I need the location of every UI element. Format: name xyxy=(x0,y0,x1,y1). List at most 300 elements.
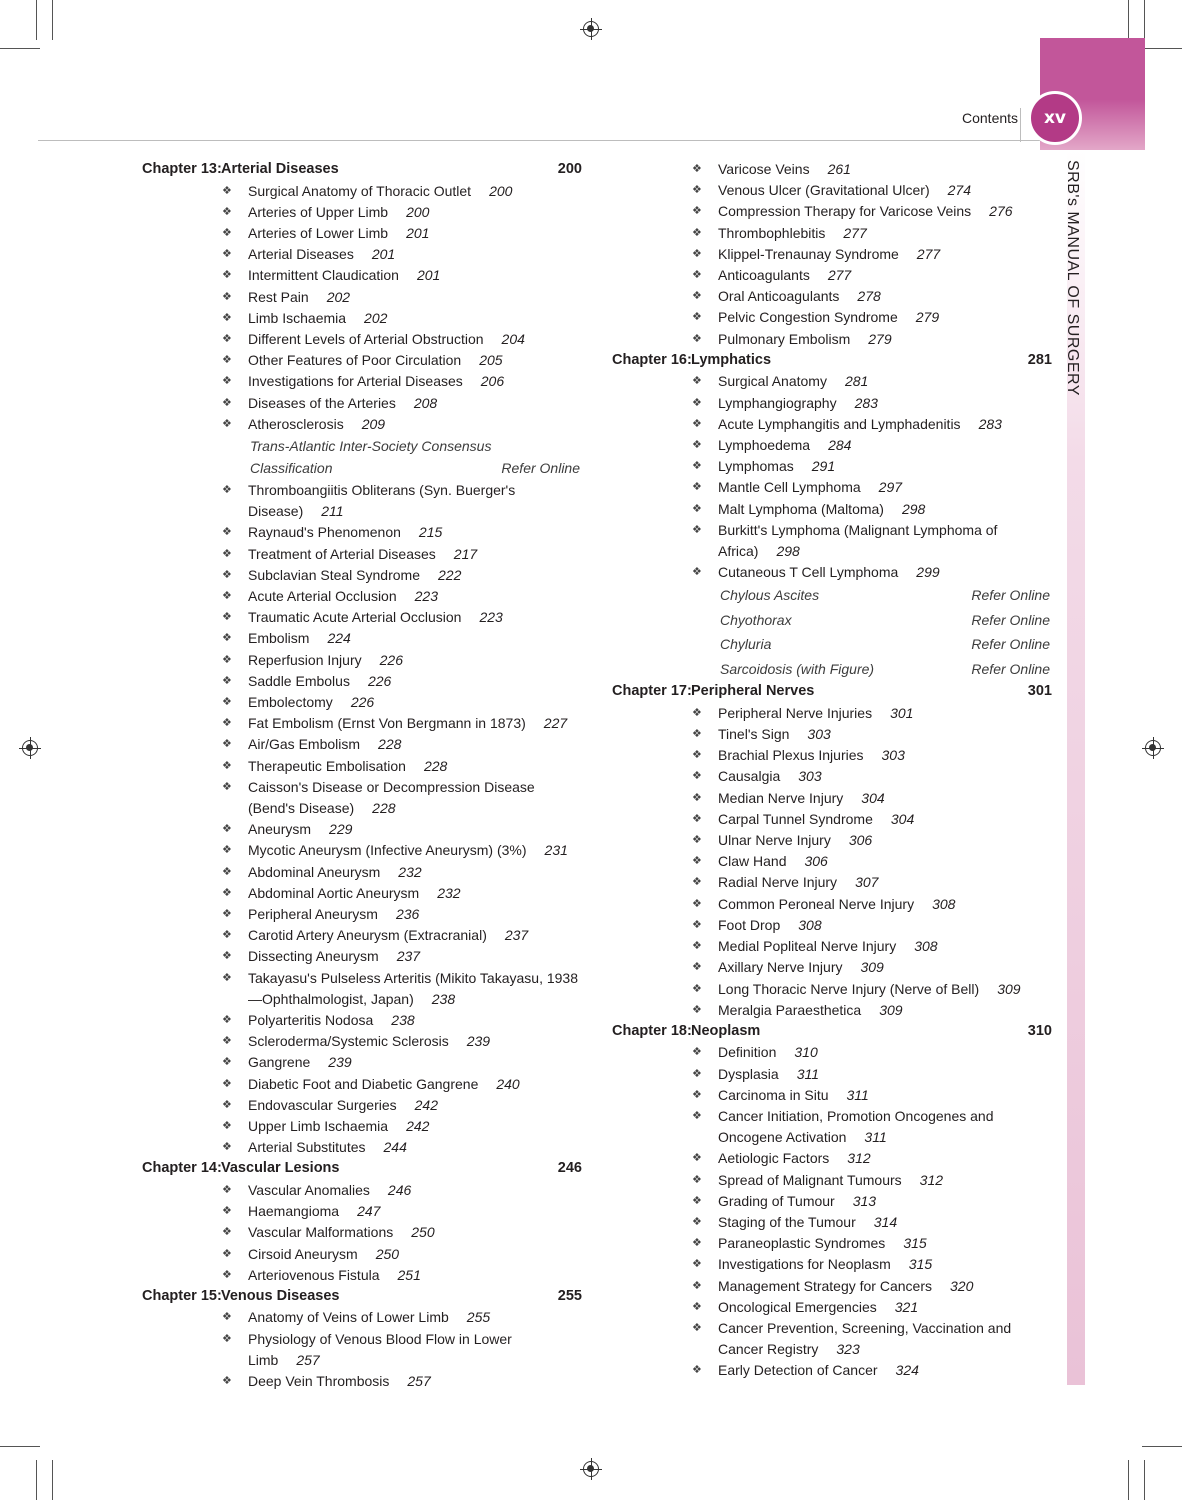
diamond-bullet-icon: ❖ xyxy=(692,1279,702,1292)
toc-item-text: Acute Arterial Occlusion xyxy=(248,587,397,604)
toc-item-text: Grading of Tumour xyxy=(718,1192,835,1209)
toc-item-page: 231 xyxy=(544,842,568,859)
diamond-bullet-icon: ❖ xyxy=(222,611,232,624)
toc-item[interactable] xyxy=(612,180,1052,201)
toc-item[interactable] xyxy=(142,181,582,202)
toc-item[interactable] xyxy=(612,1191,1052,1212)
diamond-bullet-icon: ❖ xyxy=(692,1216,702,1229)
toc-item[interactable] xyxy=(142,968,582,1010)
toc-item[interactable] xyxy=(142,1031,582,1052)
toc-item[interactable] xyxy=(142,586,582,607)
toc-item[interactable] xyxy=(612,724,1052,745)
toc-item-page: 307 xyxy=(855,874,879,891)
toc-item-page: 236 xyxy=(395,906,420,922)
toc-item-page: 320 xyxy=(950,1277,974,1294)
toc-item-page: 309 xyxy=(997,980,1021,997)
toc-item-page: 200 xyxy=(489,182,513,199)
diamond-bullet-icon: ❖ xyxy=(222,568,232,581)
toc-item-page: 323 xyxy=(836,1341,860,1358)
toc-item[interactable] xyxy=(142,287,582,308)
toc-item-page: 242 xyxy=(414,1096,438,1113)
chapter-number: Chapter 13: xyxy=(142,161,222,177)
toc-item-text: Lymphangiography xyxy=(718,394,837,411)
online-entry[interactable] xyxy=(612,583,1052,608)
chapter-heading[interactable] xyxy=(142,1158,582,1180)
toc-item[interactable] xyxy=(612,435,1052,456)
toc-item[interactable] xyxy=(142,862,582,883)
toc-item-text: Median Nerve Injury xyxy=(718,789,844,806)
toc-item-page: 314 xyxy=(873,1214,898,1231)
toc-item[interactable] xyxy=(612,894,1052,915)
toc-item[interactable] xyxy=(142,1137,582,1158)
toc-item[interactable] xyxy=(142,1052,582,1073)
diamond-bullet-icon: ❖ xyxy=(692,940,702,953)
toc-item-page: 279 xyxy=(868,330,892,347)
toc-item[interactable] xyxy=(612,1254,1052,1275)
toc-item-text: Acute Lymphangitis and Lymphadenitis xyxy=(718,415,961,432)
toc-item-text: Lymphomas xyxy=(718,458,794,475)
toc-item[interactable] xyxy=(142,607,582,628)
online-entry[interactable] xyxy=(612,632,1052,657)
diamond-bullet-icon: ❖ xyxy=(222,375,232,388)
toc-item-page: 311 xyxy=(846,1086,869,1103)
toc-item-page: 250 xyxy=(411,1224,435,1241)
toc-item-text: Diseases of the Arteries xyxy=(248,394,396,411)
toc-item-text: Limb Ischaemia xyxy=(248,309,347,326)
toc-item[interactable] xyxy=(612,1276,1052,1297)
toc-item-text: Spread of Malignant Tumours xyxy=(718,1171,902,1188)
toc-item-text: Early Detection of Cancer xyxy=(718,1362,878,1379)
diamond-bullet-icon: ❖ xyxy=(692,1322,702,1335)
toc-item-page: 281 xyxy=(844,373,869,390)
toc-item[interactable] xyxy=(142,1371,582,1392)
toc-item[interactable] xyxy=(612,393,1052,414)
diamond-bullet-icon: ❖ xyxy=(222,248,232,261)
diamond-bullet-icon: ❖ xyxy=(692,396,702,409)
toc-item-text: Brachial Plexus Injuries xyxy=(718,747,864,764)
toc-item[interactable] xyxy=(142,1244,582,1265)
chapter-title: Neoplasm xyxy=(691,1022,761,1039)
diamond-bullet-icon: ❖ xyxy=(222,483,232,496)
toc-item-page: 238 xyxy=(391,1012,415,1029)
toc-item[interactable] xyxy=(612,915,1052,936)
toc-item-text: Thrombophlebitis xyxy=(718,224,826,241)
diamond-bullet-icon: ❖ xyxy=(692,1152,702,1165)
online-entry-text: Chylous Ascites xyxy=(720,587,820,604)
toc-item[interactable] xyxy=(612,371,1052,392)
toc-item-page: 312 xyxy=(847,1150,871,1167)
toc-item-text: Intermittent Claudication xyxy=(248,267,399,284)
toc-item[interactable] xyxy=(612,456,1052,477)
toc-item[interactable] xyxy=(612,1064,1052,1085)
toc-item-text: Air/Gas Embolism xyxy=(248,736,361,753)
diamond-bullet-icon: ❖ xyxy=(692,1194,702,1207)
toc-item-page: 298 xyxy=(901,500,926,517)
chapter-title: Arterial Diseases xyxy=(221,161,339,177)
online-entry[interactable] xyxy=(612,657,1052,682)
toc-item-text: Physiology of Venous Blood Flow in Lower Limb xyxy=(248,1330,512,1368)
toc-item[interactable] xyxy=(612,562,1052,583)
diamond-bullet-icon: ❖ xyxy=(692,1110,702,1123)
toc-item[interactable] xyxy=(612,1000,1052,1021)
toc-item-page: 226 xyxy=(367,672,392,689)
toc-item-text: Different Levels of Arterial Obstruction xyxy=(248,330,484,347)
diamond-bullet-icon: ❖ xyxy=(222,396,232,409)
toc-item-page: 315 xyxy=(903,1235,927,1252)
diamond-bullet-icon: ❖ xyxy=(692,749,702,762)
toc-item[interactable] xyxy=(142,350,582,371)
toc-item-page: 227 xyxy=(543,715,568,732)
toc-item[interactable] xyxy=(612,499,1052,520)
toc-item-page: 312 xyxy=(919,1171,944,1188)
toc-item-page: 303 xyxy=(881,747,905,764)
toc-item[interactable] xyxy=(612,745,1052,766)
diamond-bullet-icon: ❖ xyxy=(692,1237,702,1250)
toc-item-text: Staging of the Tumour xyxy=(718,1214,856,1231)
online-entry[interactable] xyxy=(142,457,582,480)
chapter-page-number: 246 xyxy=(557,1160,582,1177)
refer-online-label: Refer Online xyxy=(971,636,1050,653)
diamond-bullet-icon: ❖ xyxy=(222,1332,232,1345)
toc-item[interactable] xyxy=(142,244,582,265)
toc-item[interactable] xyxy=(612,979,1052,1000)
chapter-number: Chapter 15: xyxy=(142,1287,222,1304)
diamond-bullet-icon: ❖ xyxy=(222,844,232,857)
toc-item-text: Malt Lymphoma (Maltoma) xyxy=(718,500,884,517)
diamond-bullet-icon: ❖ xyxy=(222,823,232,836)
toc-item-text: Embolism xyxy=(248,630,310,647)
toc-item[interactable] xyxy=(142,223,582,244)
toc-item[interactable] xyxy=(612,1318,1052,1360)
toc-item-text: Common Peroneal Nerve Injury xyxy=(718,895,915,912)
toc-item-page: 308 xyxy=(932,895,956,912)
refer-online-label: Refer Online xyxy=(971,660,1050,677)
toc-item-text: Arteries of Lower Limb xyxy=(248,224,389,241)
diamond-bullet-icon: ❖ xyxy=(222,1141,232,1154)
toc-item[interactable] xyxy=(142,1074,582,1095)
toc-item-text: Polyarteritis Nodosa xyxy=(248,1012,374,1029)
toc-item-page: 246 xyxy=(387,1181,412,1198)
toc-item[interactable] xyxy=(612,936,1052,957)
toc-item[interactable] xyxy=(612,830,1052,851)
diamond-bullet-icon: ❖ xyxy=(222,674,232,687)
diamond-bullet-icon: ❖ xyxy=(222,184,232,197)
toc-item-page: 211 xyxy=(321,503,344,520)
diamond-bullet-icon: ❖ xyxy=(222,526,232,539)
toc-item[interactable] xyxy=(142,925,582,946)
toc-item[interactable] xyxy=(612,223,1052,244)
toc-column-right xyxy=(612,159,1052,1382)
toc-item[interactable] xyxy=(142,1095,582,1116)
toc-item-page: 238 xyxy=(431,990,456,1007)
toc-item[interactable] xyxy=(142,1116,582,1137)
toc-item-text: Anticoagulants xyxy=(718,267,810,284)
toc-item-text: Diabetic Foot and Diabetic Gangrene xyxy=(248,1075,479,1092)
toc-item[interactable] xyxy=(612,809,1052,830)
diamond-bullet-icon: ❖ xyxy=(222,1183,232,1196)
toc-item[interactable] xyxy=(612,703,1052,724)
refer-online-label: Refer Online xyxy=(971,587,1050,604)
toc-item[interactable] xyxy=(142,883,582,904)
toc-item-page: 261 xyxy=(827,161,851,177)
diamond-bullet-icon: ❖ xyxy=(222,886,232,899)
toc-item[interactable] xyxy=(142,1010,582,1031)
toc-item[interactable] xyxy=(142,819,582,840)
toc-item-page: 209 xyxy=(361,415,386,432)
toc-item[interactable] xyxy=(142,777,582,819)
toc-item[interactable] xyxy=(142,414,582,435)
diamond-bullet-icon: ❖ xyxy=(222,1375,232,1388)
diamond-bullet-icon: ❖ xyxy=(692,184,702,197)
toc-item[interactable] xyxy=(142,480,582,522)
diamond-bullet-icon: ❖ xyxy=(222,1035,232,1048)
toc-item[interactable] xyxy=(612,1233,1052,1254)
toc-item[interactable] xyxy=(612,788,1052,809)
toc-item-text: Dissecting Aneurysm xyxy=(248,948,379,965)
registration-mark-left xyxy=(22,740,38,756)
toc-item[interactable] xyxy=(612,851,1052,872)
toc-item[interactable] xyxy=(612,1212,1052,1233)
diamond-bullet-icon: ❖ xyxy=(692,834,702,847)
chapter-title: Lymphatics xyxy=(691,351,772,368)
diamond-bullet-icon: ❖ xyxy=(222,653,232,666)
toc-item-page: 229 xyxy=(329,821,353,838)
toc-item-text: Pelvic Congestion Syndrome xyxy=(718,309,898,326)
diamond-bullet-icon: ❖ xyxy=(222,311,232,324)
toc-item-text: Subclavian Steal Syndrome xyxy=(248,566,420,583)
toc-item-page: 237 xyxy=(396,948,421,965)
diamond-bullet-icon: ❖ xyxy=(692,897,702,910)
toc-item-text: Aneurysm xyxy=(248,821,312,838)
toc-item-text: Radial Nerve Injury xyxy=(718,874,838,891)
toc-item[interactable] xyxy=(142,692,582,713)
diamond-bullet-icon: ❖ xyxy=(222,269,232,282)
online-entry-text: Chyluria xyxy=(720,636,772,653)
toc-item[interactable] xyxy=(142,1201,582,1222)
diamond-bullet-icon: ❖ xyxy=(692,961,702,974)
toc-item-text: Cirsoid Aneurysm xyxy=(248,1245,358,1262)
toc-item[interactable] xyxy=(142,628,582,649)
toc-item-text: Peripheral Aneurysm xyxy=(248,906,378,922)
chapter-number: Chapter 16: xyxy=(612,351,692,368)
diamond-bullet-icon: ❖ xyxy=(692,812,702,825)
toc-item-page: 277 xyxy=(843,224,867,241)
toc-item-text: Scleroderma/Systemic Sclerosis xyxy=(248,1033,449,1050)
toc-item[interactable] xyxy=(612,244,1052,265)
toc-item[interactable] xyxy=(142,734,582,755)
toc-item-page: 321 xyxy=(894,1298,919,1315)
diamond-bullet-icon: ❖ xyxy=(222,1014,232,1027)
toc-item[interactable] xyxy=(612,201,1052,222)
toc-item-page: 277 xyxy=(827,267,852,284)
toc-item[interactable] xyxy=(142,1329,582,1371)
toc-item-text: Surgical Anatomy of Thoracic Outlet xyxy=(248,182,472,199)
toc-item[interactable] xyxy=(142,756,582,777)
toc-item-page: 228 xyxy=(372,799,396,816)
toc-item-page: 232 xyxy=(437,884,461,901)
toc-item-text: Carotid Artery Aneurysm (Extracranial) xyxy=(248,927,487,944)
toc-item-text: Rest Pain xyxy=(248,288,309,305)
toc-item[interactable] xyxy=(612,1106,1052,1148)
toc-item-text: Cancer Prevention, Screening, Vaccination and Cancer Registry xyxy=(718,1320,1012,1358)
toc-item-text: Definition xyxy=(718,1044,777,1061)
toc-item-page: 208 xyxy=(413,394,438,411)
toc-item-page: 306 xyxy=(848,832,873,849)
diamond-bullet-icon: ❖ xyxy=(692,1173,702,1186)
diamond-bullet-icon: ❖ xyxy=(222,205,232,218)
toc-item-text: Endovascular Surgeries xyxy=(248,1096,397,1113)
toc-item-page: 215 xyxy=(418,524,443,541)
diamond-bullet-icon: ❖ xyxy=(692,375,702,388)
toc-item-text: Varicose Veins xyxy=(718,161,810,177)
toc-item-page: 201 xyxy=(371,246,396,263)
toc-item[interactable] xyxy=(142,308,582,329)
toc-item-text: Gangrene xyxy=(248,1054,311,1071)
toc-item[interactable] xyxy=(612,414,1052,435)
toc-item[interactable] xyxy=(142,840,582,861)
diamond-bullet-icon: ❖ xyxy=(692,311,702,324)
toc-item-text: Haemangioma xyxy=(248,1203,340,1220)
toc-item-page: 303 xyxy=(807,726,831,743)
toc-item[interactable] xyxy=(142,1222,582,1243)
diamond-bullet-icon: ❖ xyxy=(222,1226,232,1239)
toc-item-text: Traumatic Acute Arterial Occlusion xyxy=(248,609,462,626)
chapter-heading[interactable] xyxy=(142,1286,582,1308)
toc-item[interactable] xyxy=(142,565,582,586)
toc-item[interactable] xyxy=(142,544,582,565)
toc-item-page: 283 xyxy=(978,415,1002,432)
toc-item[interactable] xyxy=(142,946,582,967)
toc-item-text: Venous Ulcer (Gravitational Ulcer) xyxy=(718,182,930,199)
toc-item-page: 226 xyxy=(350,693,375,710)
diamond-bullet-icon: ❖ xyxy=(222,1311,232,1324)
diamond-bullet-icon: ❖ xyxy=(222,226,232,239)
toc-item[interactable] xyxy=(612,766,1052,787)
chapter-number: Chapter 14: xyxy=(142,1160,222,1177)
diamond-bullet-icon: ❖ xyxy=(692,205,702,218)
toc-item-page: 309 xyxy=(879,1001,903,1018)
toc-item[interactable] xyxy=(142,671,582,692)
toc-item-page: 311 xyxy=(796,1065,820,1082)
toc-item[interactable] xyxy=(612,1085,1052,1106)
header-divider xyxy=(1020,108,1021,142)
toc-item[interactable] xyxy=(142,904,582,925)
diamond-bullet-icon: ❖ xyxy=(222,738,232,751)
toc-item-text: Klippel-Trenaunay Syndrome xyxy=(718,245,899,262)
toc-item[interactable] xyxy=(142,371,582,392)
diamond-bullet-icon: ❖ xyxy=(692,876,702,889)
toc-item-text: Raynaud's Phenomenon xyxy=(248,524,401,541)
toc-item[interactable] xyxy=(612,1148,1052,1169)
diamond-bullet-icon: ❖ xyxy=(222,547,232,560)
toc-item[interactable] xyxy=(612,286,1052,307)
toc-item-text: Oncological Emergencies xyxy=(718,1298,877,1315)
diamond-bullet-icon: ❖ xyxy=(222,929,232,942)
diamond-bullet-icon: ❖ xyxy=(692,1364,702,1377)
toc-item-page: 303 xyxy=(798,768,822,785)
toc-item[interactable] xyxy=(612,329,1052,350)
toc-item-page: 205 xyxy=(479,352,503,369)
toc-item[interactable] xyxy=(142,329,582,350)
online-entry-text: Classification xyxy=(250,460,333,477)
toc-item[interactable] xyxy=(612,957,1052,978)
toc-item-page: 299 xyxy=(916,564,940,581)
toc-item-text: Foot Drop xyxy=(718,916,781,933)
online-entry-text: Trans-Atlantic Inter-Society Consensus xyxy=(250,437,492,454)
toc-item-page: 308 xyxy=(914,938,938,955)
toc-item[interactable] xyxy=(142,1307,582,1328)
toc-item-page: 206 xyxy=(480,373,505,390)
toc-item[interactable] xyxy=(142,265,582,286)
toc-item-text: Other Features of Poor Circulation xyxy=(248,352,462,369)
toc-item-text: Pulmonary Embolism xyxy=(718,330,851,347)
toc-item-page: 276 xyxy=(989,203,1013,220)
toc-item-page: 239 xyxy=(328,1054,352,1071)
toc-item-page: 251 xyxy=(397,1266,421,1283)
toc-item-text: Surgical Anatomy xyxy=(718,373,827,390)
toc-item[interactable] xyxy=(612,520,1052,562)
toc-item-page: 222 xyxy=(438,566,462,583)
online-entry-text: Chyothorax xyxy=(720,611,792,628)
toc-item-page: 309 xyxy=(860,959,884,976)
toc-item[interactable] xyxy=(612,1170,1052,1191)
toc-item[interactable] xyxy=(612,265,1052,286)
toc-item[interactable] xyxy=(142,1265,582,1286)
diamond-bullet-icon: ❖ xyxy=(222,589,232,602)
toc-item-page: 277 xyxy=(916,245,941,262)
toc-item-text: Burkitt's Lymphoma (Malignant Lymphoma of Africa) xyxy=(718,521,998,559)
chapter-page-number: 310 xyxy=(1027,1022,1052,1039)
toc-item-text: Lymphoedema xyxy=(718,436,811,453)
toc-item-page: 306 xyxy=(804,853,828,870)
toc-item[interactable] xyxy=(142,522,582,543)
toc-item[interactable] xyxy=(612,477,1052,498)
toc-item[interactable] xyxy=(612,1360,1052,1381)
refer-online-label: Refer Online xyxy=(971,611,1050,628)
diamond-bullet-icon: ❖ xyxy=(692,1046,702,1059)
toc-item[interactable] xyxy=(612,1042,1052,1063)
toc-item-page: 232 xyxy=(398,863,422,880)
toc-item-page: 223 xyxy=(479,609,503,626)
chapter-heading[interactable] xyxy=(142,159,582,181)
toc-item-page: 202 xyxy=(326,288,351,305)
toc-item[interactable] xyxy=(142,393,582,414)
diamond-bullet-icon: ❖ xyxy=(222,1056,232,1069)
toc-item[interactable] xyxy=(142,202,582,223)
toc-item[interactable] xyxy=(142,1180,582,1201)
chapter-heading[interactable] xyxy=(612,1021,1052,1043)
toc-item-text: Axillary Nerve Injury xyxy=(718,959,843,976)
toc-item[interactable] xyxy=(142,713,582,734)
toc-item-page: 223 xyxy=(414,587,438,604)
toc-item[interactable] xyxy=(612,1297,1052,1318)
toc-item-page: 257 xyxy=(407,1373,431,1390)
toc-item[interactable] xyxy=(612,159,1052,180)
online-entry[interactable] xyxy=(612,608,1052,633)
toc-item[interactable] xyxy=(142,650,582,671)
diamond-bullet-icon: ❖ xyxy=(222,632,232,645)
toc-item[interactable] xyxy=(612,872,1052,893)
toc-item-text: Ulnar Nerve Injury xyxy=(718,832,831,849)
diamond-bullet-icon: ❖ xyxy=(222,971,232,984)
chapter-heading[interactable] xyxy=(612,350,1052,372)
chapter-heading[interactable] xyxy=(612,681,1052,703)
diamond-bullet-icon: ❖ xyxy=(222,1098,232,1111)
online-entry[interactable] xyxy=(142,435,582,458)
diamond-bullet-icon: ❖ xyxy=(692,332,702,345)
toc-item-page: 301 xyxy=(890,704,914,721)
toc-item[interactable] xyxy=(612,307,1052,328)
